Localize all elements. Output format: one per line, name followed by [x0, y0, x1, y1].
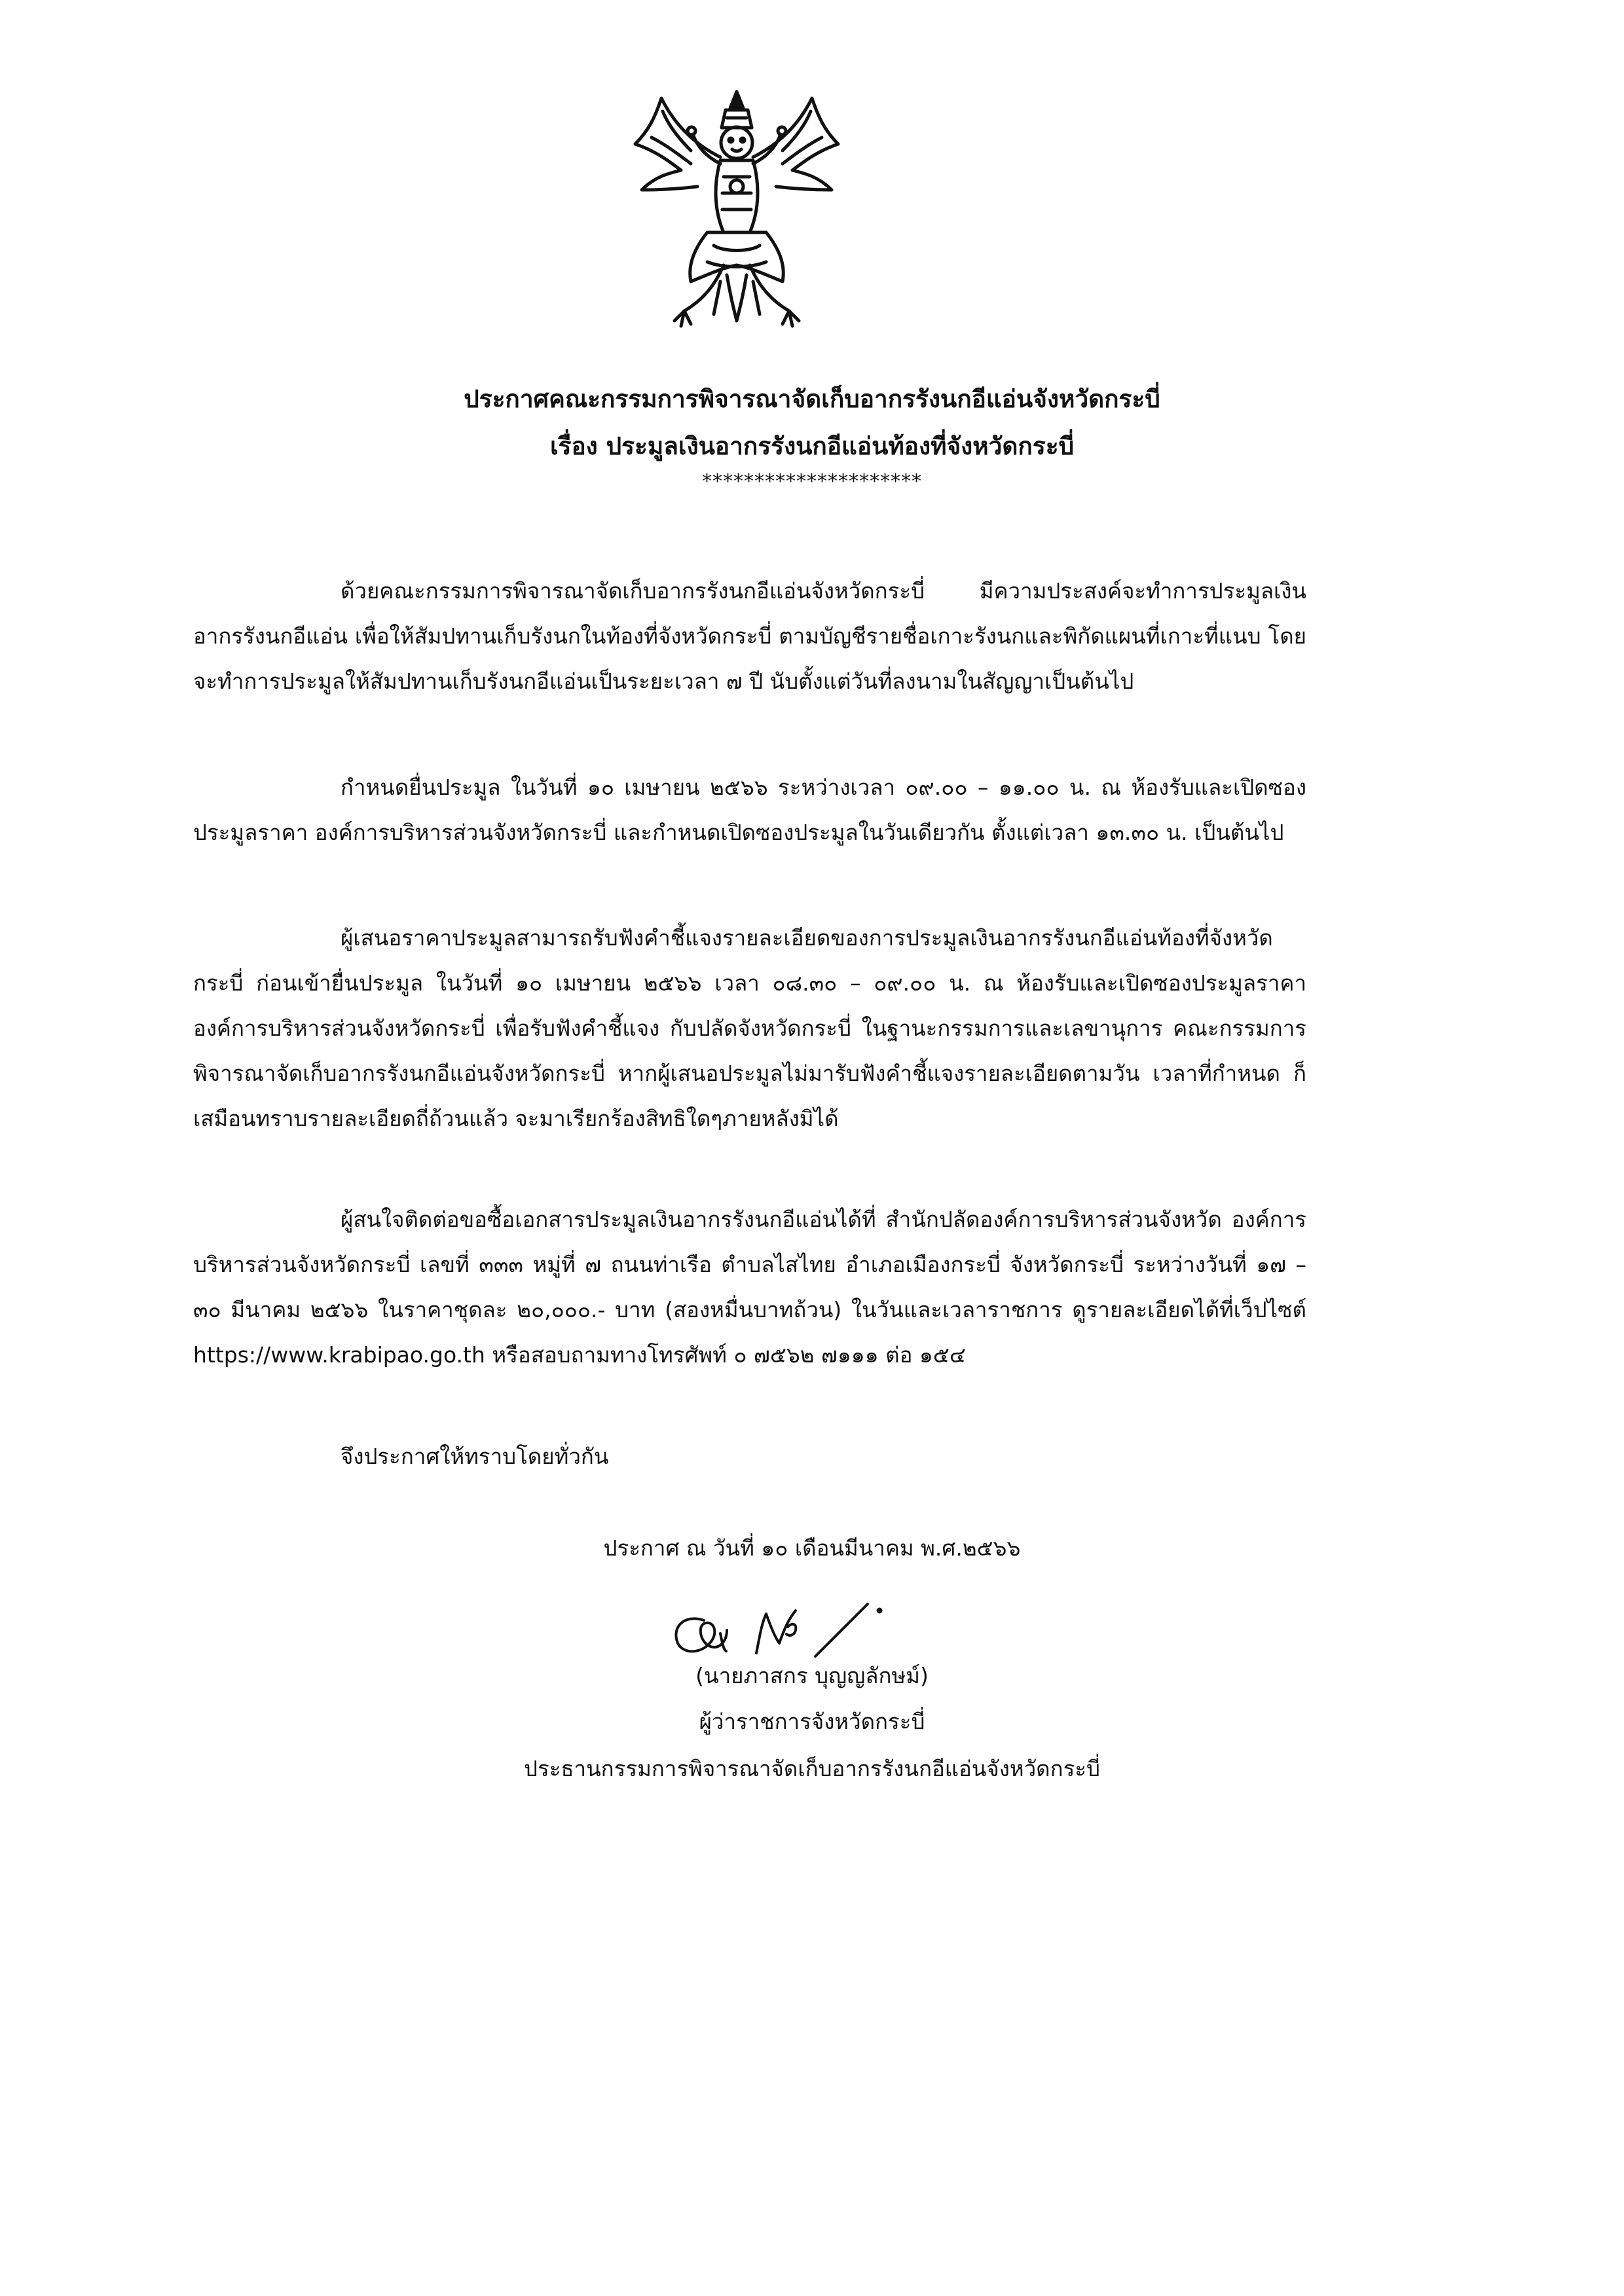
- signer-name: (นายภาสกร บุญญลักษม์): [695, 1663, 929, 1688]
- garuda-emblem-icon: [616, 79, 858, 340]
- signer-position: ผู้ว่าราชการจังหวัดกระบี่: [699, 1709, 925, 1734]
- body-paragraph-3: ผู้เสนอราคาประมูลสามารถรับฟังคำชี้แจงรายละเอียดของการประมูลเงินอากรรังนกอีแอ่นท้องที่จังหวัดกระบี่ ก่อนเข้ายื่นประมูล ในวันที่ ๑๐ เมษายน ๒๕๖๖ เวลา ๐๘.๓๐ – ๐๙.๐๐ น. ณ ห้องรับและเปิดซองประมูลราคา องค์การบริหารส่วนจังหวัดกระบี่ เพื่อรับฟังคำชี้แจง กับปลัดจังหวัดกระบี่ ในฐานะกรรมการและเลขานุการ คณะกรรมการพิจารณาจัดเก็บอากรรังนกอีแอ่นจังหวัดกระบี่ หากผู้เสนอประมูลไม่มารับฟังคำชี้แจงรายละเอียดตามวัน เวลาที่กำหนด ก็เสมือนทราบรายละเอียดถี่ถ้วนแล้ว จะมาเรียกร้องสิทธิใดๆภายหลังมิได้: [193, 925, 1306, 1131]
- title-separator: *********************: [702, 470, 922, 493]
- body-paragraph-closing: จึงประกาศให้ทราบโดยทั่วกัน: [341, 1444, 609, 1469]
- handwritten-signature-icon: [658, 1591, 894, 1663]
- announcement-subject: เรื่อง ประมูลเงินอากรรังนกอีแอ่นท้องที่จังหวัดกระบี่: [549, 432, 1075, 460]
- announcement-title: ประกาศคณะกรรมการพิจารณาจัดเก็บอากรรังนกอีแอ่นจังหวัดกระบี่: [464, 385, 1160, 413]
- signer-role: ประธานกรรมการพิจารณาจัดเก็บอากรรังนกอีแอ่นจังหวัดกระบี่: [524, 1756, 1100, 1781]
- announce-date: ประกาศ ณ วันที่ ๑๐ เดือนมีนาคม พ.ศ.๒๕๖๖: [603, 1535, 1021, 1561]
- body-paragraph-2: กำหนดยื่นประมูล ในวันที่ ๑๐ เมษายน ๒๕๖๖ ระหว่างเวลา ๐๙.๐๐ – ๑๑.๐๐ น. ณ ห้องรับและเปิดซองประมูลราคา องค์การบริหารส่วนจังหวัดกระบี่ และกำหนดเปิดซองประมูลในวันเดียวกัน ตั้งแต่เวลา ๑๓.๓๐ น. เป็นต้นไป: [193, 774, 1306, 845]
- body-paragraph-4: ผู้สนใจติดต่อขอซื้อเอกสารประมูลเงินอากรรังนกอีแอ่นได้ที่ สำนักปลัดองค์การบริหารส่วนจังหวัด องค์การบริหารส่วนจังหวัดกระบี่ เลขที่ ๓๓๓ หมู่ที่ ๗ ถนนท่าเรือ ตำบลไสไทย อำเภอเมืองกระบี่ จังหวัดกระบี่ ระหว่างวันที่ ๑๗ – ๓๐ มีนาคม ๒๕๖๖ ในราคาชุดละ ๒๐,๐๐๐.- บาท (สองหมื่นบาทถ้วน) ในวันและเวลาราชการ ดูรายละเอียดได้ที่เว็ปไซต์ https://www.krabipao.go.th หรือสอบถามทางโทรศัพท์ ๐ ๗๕๖๒ ๗๑๑๑ ต่อ ๑๕๔: [193, 1207, 1306, 1368]
- body-paragraph-1: ด้วยคณะกรรมการพิจารณาจัดเก็บอากรรังนกอีแอ่นจังหวัดกระบี่ มีความประสงค์จะทำการประมูลเงินอากรรังนกอีแอ่น เพื่อให้สัมปทานเก็บรังนกในท้องที่จังหวัดกระบี่ ตามบัญชีรายชื่อเกาะรังนกและพิกัดแผนที่เกาะที่แนบ โดยจะทำการประมูลให้สัมปทานเก็บรังนกอีแอ่นเป็นระยะเวลา ๗ ปี นับตั้งแต่วันที่ลงนามในสัญญาเป็นต้นไป: [193, 578, 1306, 694]
